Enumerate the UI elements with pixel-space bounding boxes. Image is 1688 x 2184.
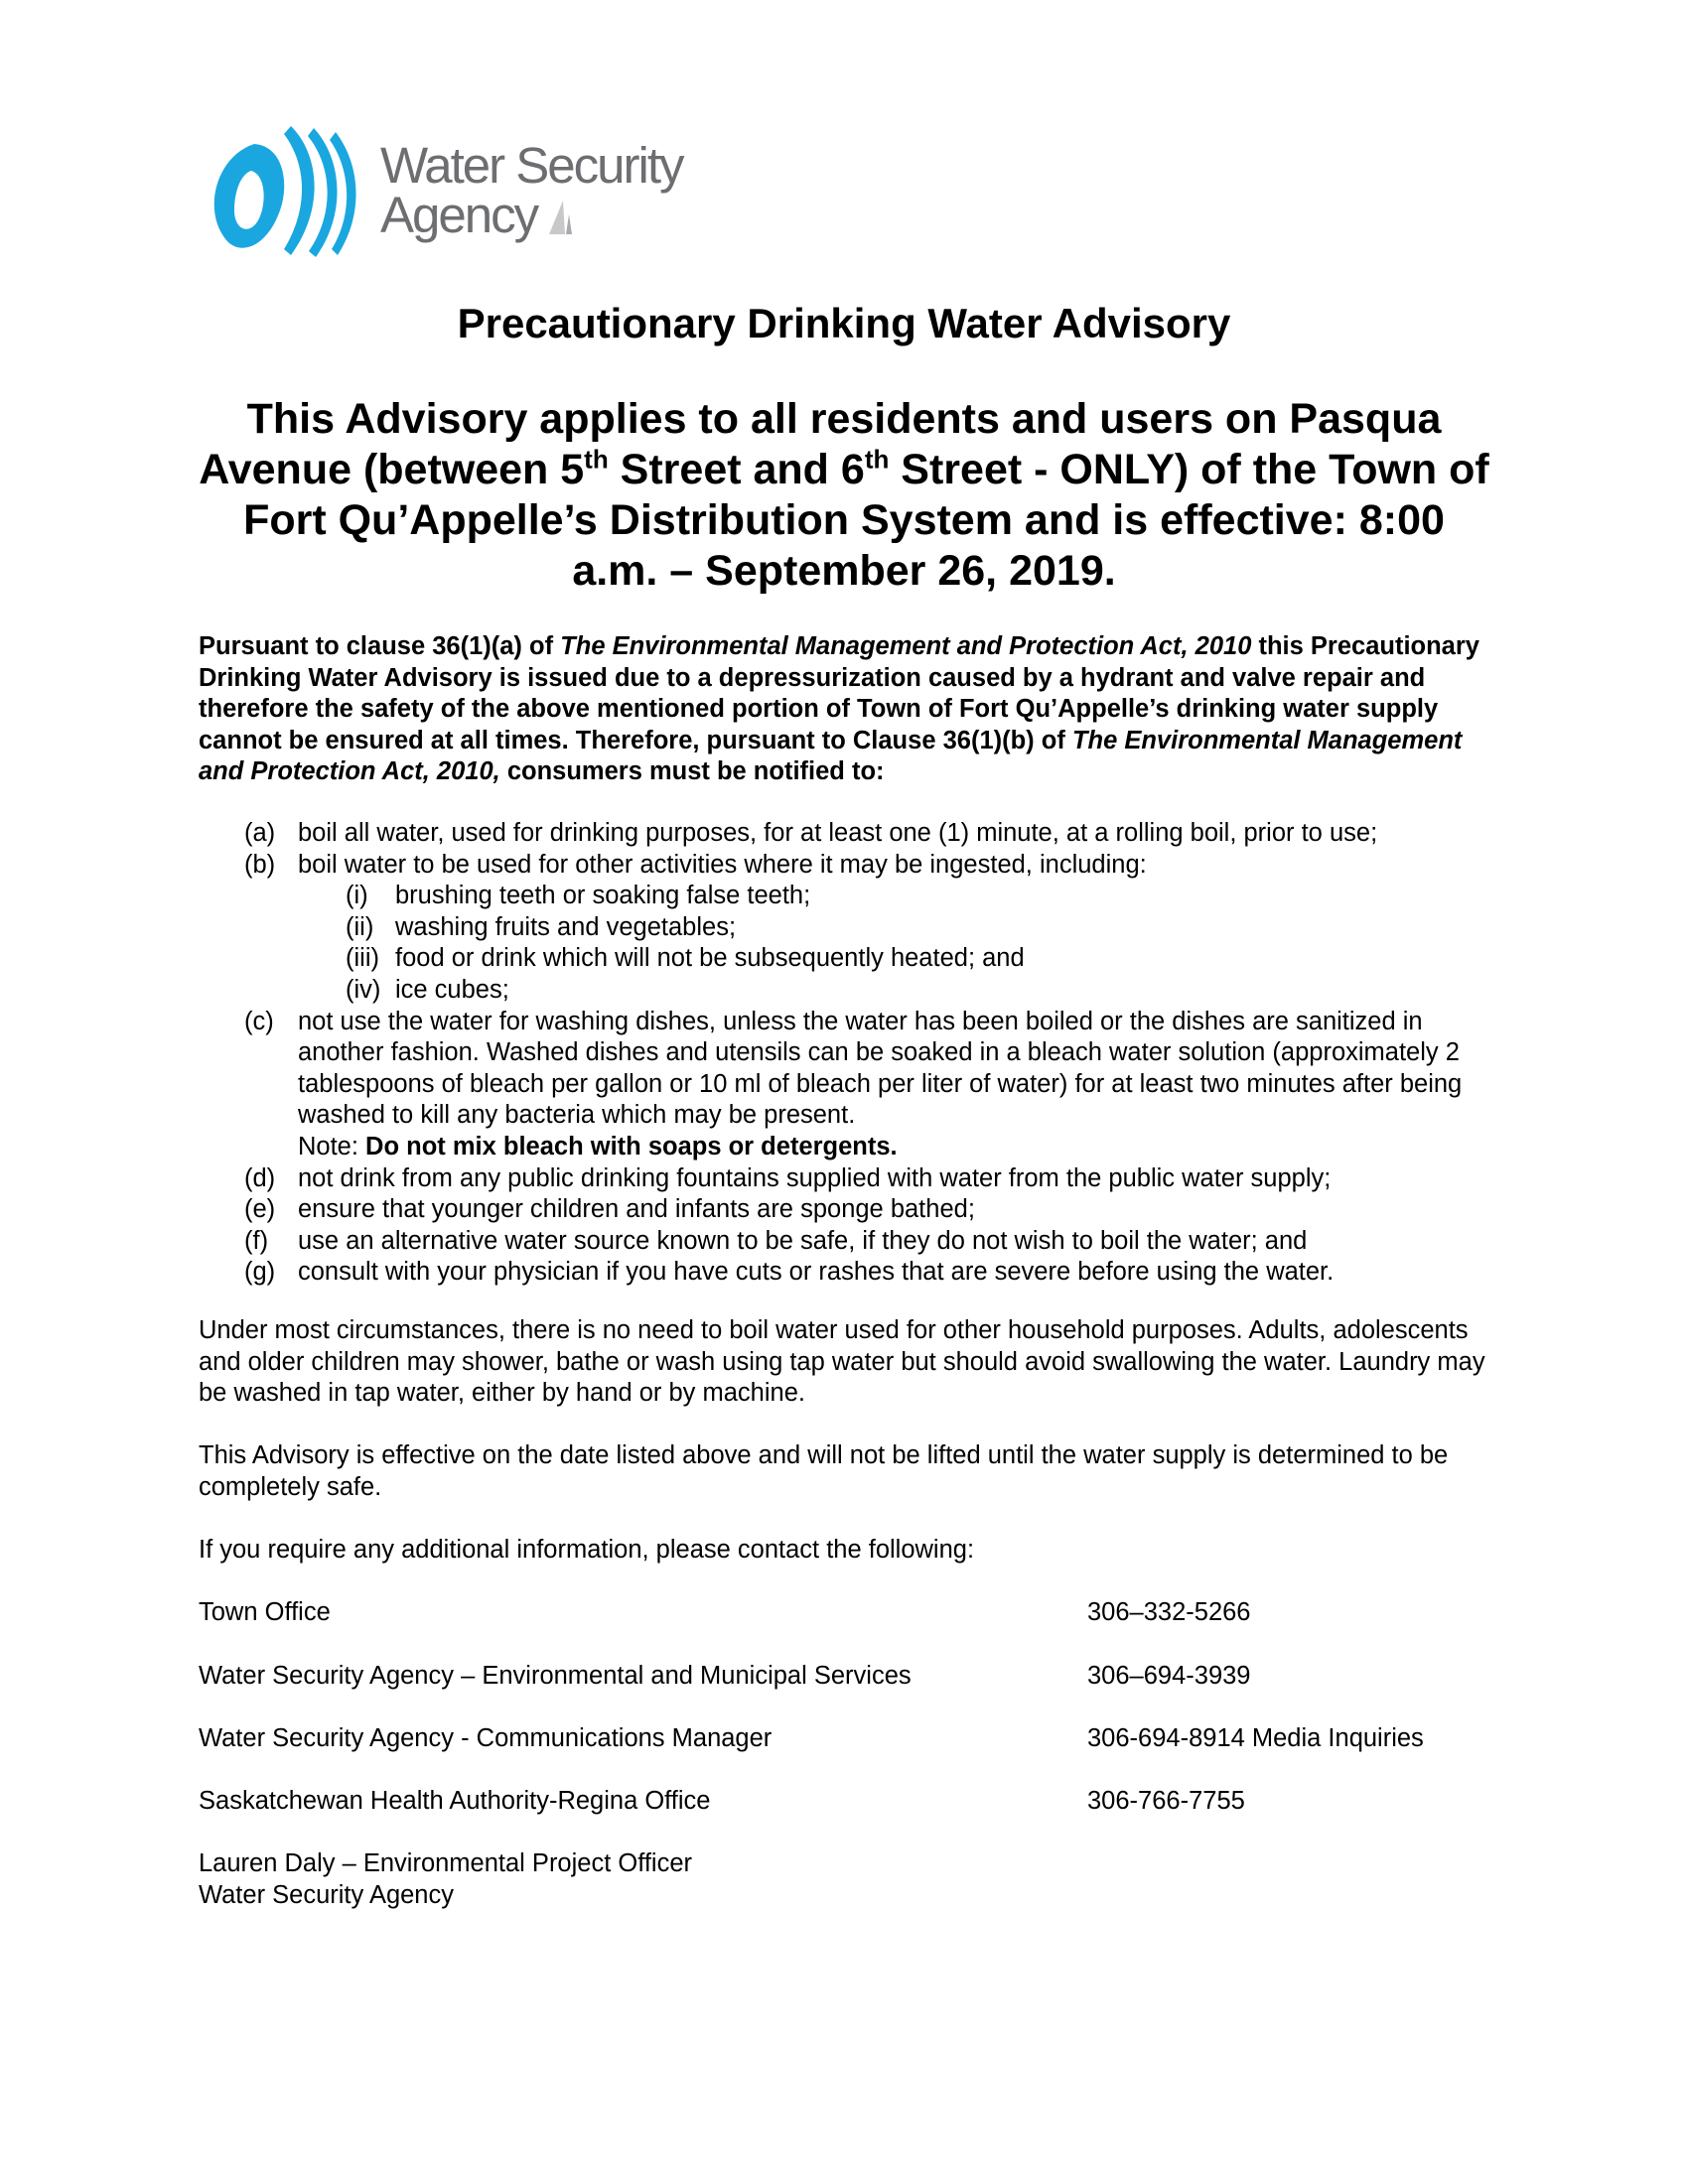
sub-label: (i) xyxy=(346,882,368,910)
advisory-duration-paragraph: This Advisory is effective on the date listed above and will not be lifted until the water supply is determined to be completely safe. xyxy=(199,1441,1449,1501)
list-item-a xyxy=(199,818,1509,850)
sub-text: food or drink which will not be subsequently heated; and xyxy=(395,944,1025,973)
list-text: not use the water for washing dishes, unless the water has been boiled or the dishes are sanitized in another fashion. Washed dishes and utensils can be soaked in a bleach water solution (approximately 2 tablespoons of bleach per gallon or 10 ml of bleach per liter of water) for at least two minutes after being washed to kill any bacteria which may be present. xyxy=(298,1007,1463,1130)
contact-name: Saskatchewan Health Authority-Regina Office xyxy=(199,1787,711,1815)
logo-line1: Water Security xyxy=(380,137,683,194)
sub-label: (iii) xyxy=(346,944,379,973)
subtitle-sup2: th xyxy=(864,444,890,475)
list-item-c xyxy=(199,1007,1509,1132)
signoff-line1: Lauren Daly – Environmental Project Officer xyxy=(199,1849,693,1877)
list-item-d xyxy=(199,1163,1509,1195)
signoff xyxy=(199,1848,1509,1911)
sail-icon xyxy=(547,201,573,234)
intro-text-1: Pursuant to clause 36(1)(a) of xyxy=(199,632,561,660)
logo-line2: Agency xyxy=(380,187,538,243)
page-title: Precautionary Drinking Water Advisory xyxy=(457,300,1231,346)
act-title-1: The Environmental Management and Protection Act, 2010 xyxy=(560,632,1252,660)
subtitle-part3: Street - ONLY) of the Town of Fort Qu’Appelle’s Distribution System and is effective: 8:00 a.m. – September 26, 2019. xyxy=(243,446,1489,595)
list-label: (a) xyxy=(244,819,276,847)
list-label: (g) xyxy=(244,1258,276,1287)
subtitle-part2: Street and 6 xyxy=(608,446,865,493)
contact-row xyxy=(199,1597,1509,1629)
contact-name: Water Security Agency - Communications Manager xyxy=(199,1724,773,1752)
sub-text: ice cubes; xyxy=(395,975,509,1004)
act-title-2: The Environmental Management and Protection Act, 2010, xyxy=(199,726,1463,785)
contact-phone: 306-766-7755 xyxy=(1087,1787,1245,1815)
contact-intro: If you require any additional information, please contact the following: xyxy=(199,1536,975,1564)
intro-text-3: consumers must be notified to: xyxy=(499,757,885,785)
list-label: (f) xyxy=(244,1226,269,1255)
contact-row xyxy=(199,1723,1509,1755)
list-text: boil all water, used for drinking purposes, for at least one (1) minute, at a rolling boil, prior to use; xyxy=(298,819,1378,847)
intro-paragraph xyxy=(199,631,1509,788)
household-use-paragraph: Under most circumstances, there is no need to boil water used for other household purposes. Adults, adolescents and older children may shower, bathe or wash using tap water but should avoid swallowing the water. Laundry may be washed in tap water, either by hand or by machine. xyxy=(199,1316,1485,1408)
list-item-b xyxy=(199,850,1509,882)
contact-phone: 306-694-8914 Media Inquiries xyxy=(1087,1724,1424,1752)
bleach-note xyxy=(199,1132,1509,1163)
list-text: consult with your physician if you have cuts or rashes that are severe before using the water. xyxy=(298,1258,1335,1287)
subtitle-sup1: th xyxy=(584,444,609,475)
sub-item-iii xyxy=(199,943,1509,975)
advisory-scope-heading xyxy=(199,394,1489,597)
sub-item-i xyxy=(199,881,1509,912)
sub-text: washing fruits and vegetables; xyxy=(395,912,737,941)
contact-phone: 306–694-3939 xyxy=(1087,1662,1251,1690)
contact-name: Town Office xyxy=(199,1598,331,1626)
list-label: (b) xyxy=(244,850,276,879)
note-warning: Do not mix bleach with soaps or detergents. xyxy=(365,1132,898,1160)
contact-name: Water Security Agency – Environmental and Municipal Services xyxy=(199,1662,912,1690)
list-item-e xyxy=(199,1194,1509,1226)
list-label: (d) xyxy=(244,1163,276,1192)
note-label: Note: xyxy=(298,1132,366,1160)
signoff-line2: Water Security Agency xyxy=(199,1880,454,1909)
list-text: ensure that younger children and infants are sponge bathed; xyxy=(298,1195,975,1224)
list-item-f xyxy=(199,1226,1509,1258)
instruction-list xyxy=(199,818,1509,1289)
agency-logo xyxy=(197,116,683,265)
list-item-g xyxy=(199,1257,1509,1289)
subtitle-part1: This Advisory applies to all residents and users on Pasqua Avenue (between 5 xyxy=(199,395,1442,493)
contact-phone: 306–332-5266 xyxy=(1087,1598,1251,1626)
contact-row xyxy=(199,1661,1509,1693)
list-label: (e) xyxy=(244,1195,276,1224)
sub-label: (iv) xyxy=(346,975,381,1004)
sub-item-ii xyxy=(199,912,1509,944)
list-text: use an alternative water source known to be safe, if they do not wish to boil the water; and xyxy=(298,1226,1308,1255)
list-label: (c) xyxy=(244,1007,274,1035)
sub-label: (ii) xyxy=(346,912,374,941)
list-text: not drink from any public drinking fountains supplied with water from the public water supply; xyxy=(298,1163,1332,1192)
water-drop-logo-icon xyxy=(197,116,370,265)
list-text: boil water to be used for other activities where it may be ingested, including: xyxy=(298,850,1147,879)
sub-text: brushing teeth or soaking false teeth; xyxy=(395,882,811,910)
logo-wordmark xyxy=(380,137,683,243)
contact-row xyxy=(199,1786,1509,1818)
sub-item-iv xyxy=(199,975,1509,1007)
intro-text-2: this Precautionary Drinking Water Advisory is issued due to a depressurization caused by a hydrant and valve repair and therefore the safety of the above mentioned portion of Town of Fort Qu’Appelle’s drinking water supply cannot be ensured at all times. Therefore, pursuant to Clause 36(1)(b) of xyxy=(199,632,1479,754)
